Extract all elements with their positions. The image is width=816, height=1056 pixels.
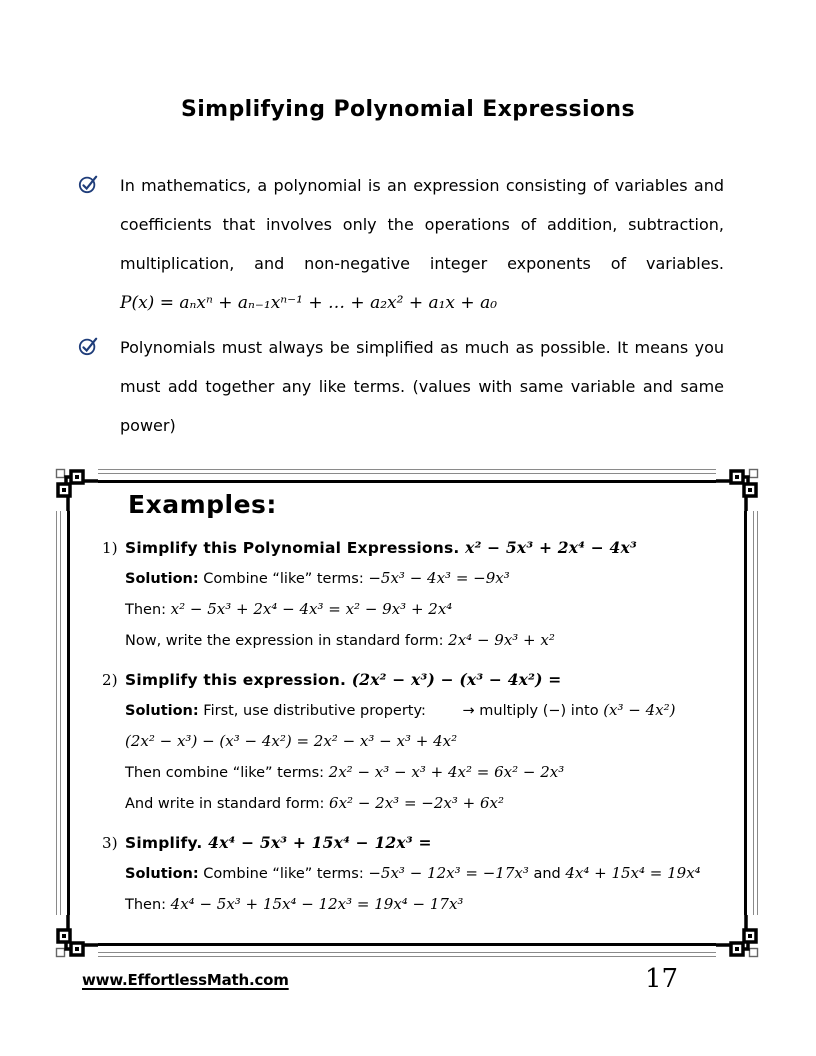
standard-form-math: 6x² − 2x³ = −2x³ + 6x² — [329, 794, 504, 812]
example-number: 2) — [102, 671, 118, 689]
example-3-then-line — [102, 889, 718, 920]
standard-form-label: Now, write the expression in standard form: — [125, 633, 444, 649]
bullet-text-body: Polynomials must always be simplified as much as possible. It means you must add together any like terms. (values with same variable and same power) — [120, 338, 724, 435]
solution-note-text: → multiply (−) into — [462, 703, 599, 719]
and-text: and — [533, 866, 561, 882]
solution-label: Solution: — [125, 571, 199, 587]
solution-text: First, use distributive property: — [203, 703, 426, 719]
then-math: x² − 5x³ + 2x⁴ − 4x³ = x² − 9x³ + 2x⁴ — [170, 600, 453, 618]
example-3 — [102, 828, 718, 920]
intro-bullets — [78, 166, 724, 445]
bullet-text-body: In mathematics, a polynomial is an expression consisting of variables and coefficients that involves only the operations of addition, subtraction, multiplication, and non-negative integer exponents of variables. — [120, 176, 724, 273]
example-number: 3) — [102, 834, 118, 852]
example-3-solution-line — [102, 858, 718, 889]
example-2-title — [102, 665, 718, 695]
combine-math: 2x² − x³ − x³ + 4x² = 6x² − 2x³ — [328, 763, 565, 781]
example-title-text: Simplify. — [125, 834, 203, 852]
bullet-item-2 — [78, 328, 724, 445]
example-title-math: (2x² − x³) − (x³ − 4x²) = — [351, 670, 562, 689]
example-2-solution-line — [102, 695, 718, 726]
solution-label: Solution: — [125, 703, 199, 719]
example-2-combine-line — [102, 757, 718, 788]
example-2-expansion-line — [102, 726, 718, 757]
example-2 — [102, 665, 718, 819]
example-3-title — [102, 828, 718, 858]
page-title: Simplifying Polynomial Expressions — [180, 97, 635, 122]
bullet-paragraph — [120, 328, 724, 445]
footer-link[interactable]: www.EffortlessMath.com — [82, 971, 289, 989]
example-2-standard-form-line — [102, 788, 718, 819]
expansion-math: (2x² − x³) − (x³ − 4x²) = 2x² − x³ − x³ + 4x² — [125, 732, 458, 750]
example-title-text: Simplify this expression. — [125, 671, 347, 689]
solution-text: Combine “like” terms: — [203, 571, 364, 587]
check-circle-icon — [78, 328, 120, 360]
solution-note-math: (x³ − 4x²) — [603, 701, 676, 719]
bullet-item-1 — [78, 166, 724, 323]
bullet-paragraph — [120, 166, 724, 323]
polynomial-general-formula: P(x) = aₙxⁿ + aₙ₋₁xⁿ⁻¹ + … + a₂x² + a₁x + a₀ — [120, 293, 498, 313]
page-number: 17 — [645, 964, 679, 994]
solution-text: Combine “like” terms: — [203, 866, 364, 882]
example-1 — [102, 533, 718, 656]
then-label: Then: — [125, 602, 167, 618]
solution-math: −5x³ − 12x³ = −17x³ — [368, 864, 529, 882]
then-math: 4x⁴ − 5x³ + 15x⁴ − 12x³ = 19x⁴ − 17x³ — [170, 895, 464, 913]
example-1-solution-line — [102, 563, 718, 594]
example-title-text: Simplify this Polynomial Expressions. — [125, 539, 460, 557]
example-number: 1) — [102, 539, 118, 557]
standard-form-label: And write in standard form: — [125, 796, 325, 812]
then-label: Then: — [125, 897, 167, 913]
example-1-then-line — [102, 594, 718, 625]
combine-label: Then combine “like” terms: — [125, 765, 325, 781]
example-1-standard-form-line — [102, 625, 718, 656]
standard-form-math: 2x⁴ − 9x³ + x² — [448, 631, 555, 649]
example-title-math: x² − 5x³ + 2x⁴ − 4x³ — [465, 538, 637, 557]
solution-label: Solution: — [125, 866, 199, 882]
examples-section — [56, 469, 758, 929]
solution-math-2: 4x⁴ + 15x⁴ = 19x⁴ — [565, 864, 701, 882]
check-circle-icon — [78, 166, 120, 198]
example-title-math: 4x⁴ − 5x³ + 15x⁴ − 12x³ = — [208, 833, 432, 852]
example-1-title — [102, 533, 718, 563]
examples-heading: Examples: — [128, 490, 277, 519]
solution-math: −5x³ − 4x³ = −9x³ — [368, 569, 510, 587]
